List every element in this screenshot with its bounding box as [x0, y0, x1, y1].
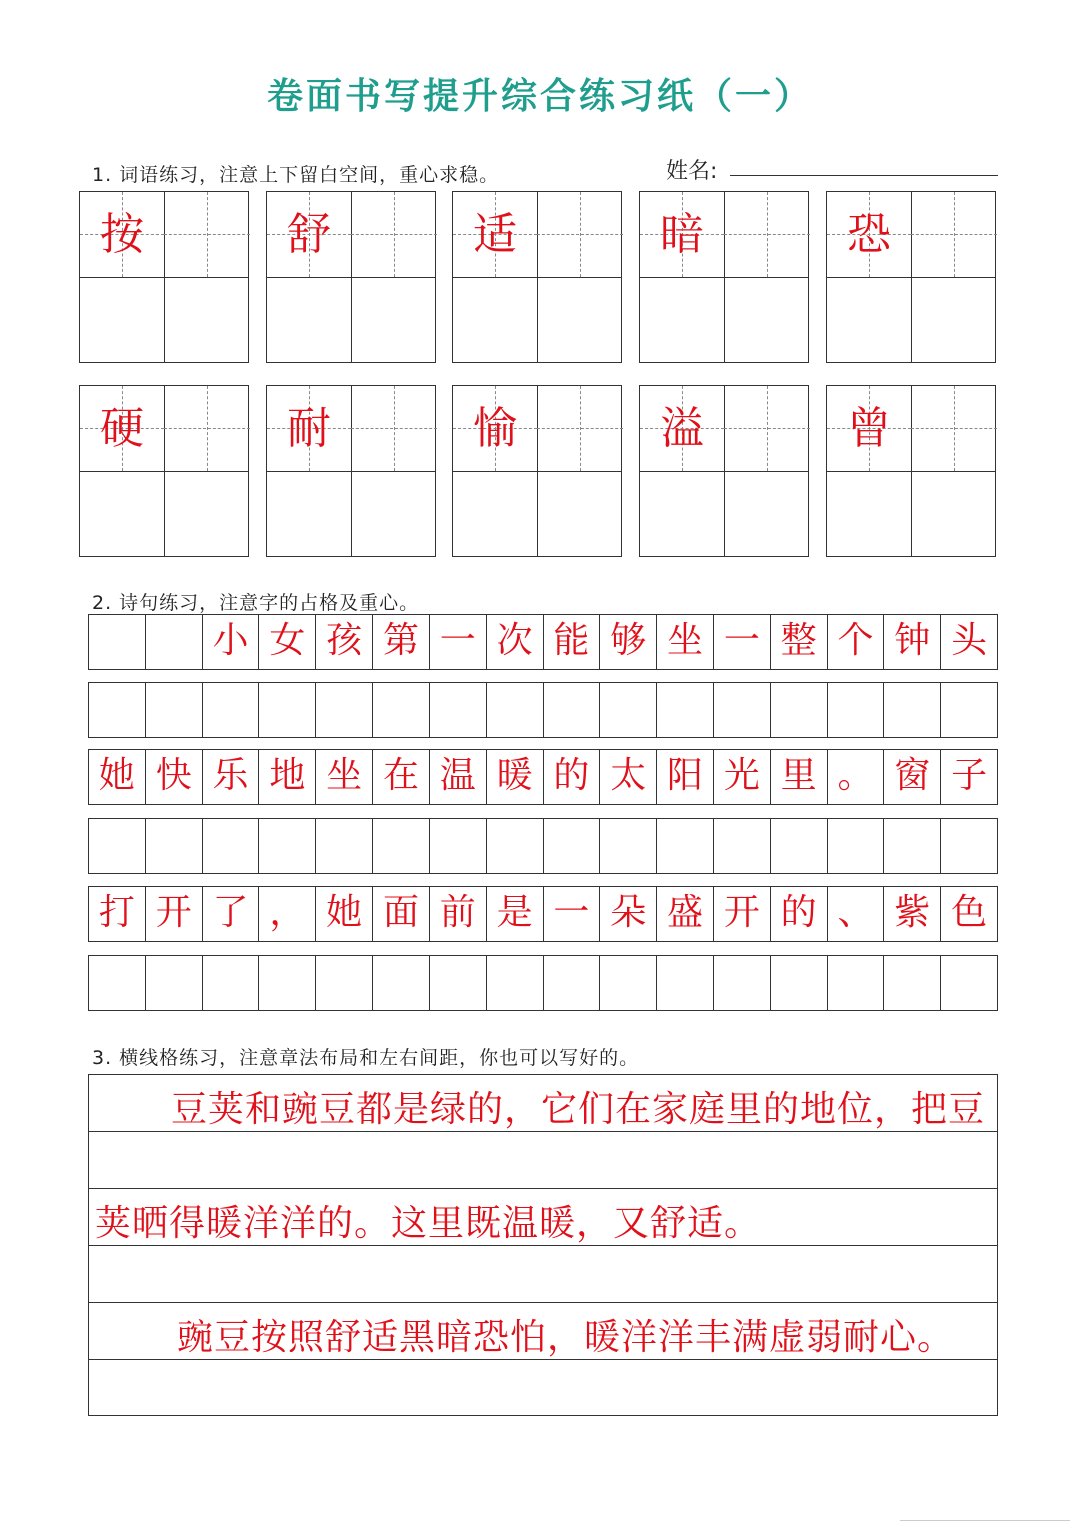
- practice-character: 耐: [287, 403, 331, 454]
- poem-grid-cell: [771, 683, 828, 737]
- poem-grid-cell: 光: [714, 750, 771, 804]
- poem-grid-cell: [259, 683, 316, 737]
- poem-grid-cell: [316, 683, 373, 737]
- poem-grid-cell: ，: [259, 887, 316, 941]
- poem-grid-cell: [316, 819, 373, 873]
- poem-grid-cell: [714, 819, 771, 873]
- section1-instruction: 1. 词语练习，注意上下留白空间，重心求稳。: [92, 164, 500, 186]
- poem-grid-cell: 乐: [203, 750, 260, 804]
- section2-instruction: 2. 诗句练习，注意字的占格及重心。: [92, 592, 420, 614]
- poem-grid-cell: [430, 819, 487, 873]
- poem-grid-cell: [203, 819, 260, 873]
- poem-grid-cell: [544, 683, 601, 737]
- poem-grid-cell: [487, 683, 544, 737]
- practice-character: 曾: [847, 403, 891, 454]
- poem-grid-cell: 地: [259, 750, 316, 804]
- poem-grid-cell: 坐: [316, 750, 373, 804]
- poem-grid-cell: 子: [951, 755, 988, 796]
- ruled-text-line: 豆荚和豌豆都是绿的，它们在家庭里的地位，把豆: [171, 1089, 986, 1130]
- poem-grid-cell: 面: [373, 887, 430, 941]
- tianzige-box: [639, 191, 809, 363]
- poem-grid-cell: [203, 683, 260, 737]
- tianzige-box: [266, 385, 436, 557]
- ruled-line: [89, 1188, 997, 1189]
- poem-grid-cell: [146, 956, 203, 1010]
- poem-grid-cell: 她: [89, 750, 146, 804]
- poem-grid-cell: 是: [487, 887, 544, 941]
- practice-character: 愉: [473, 403, 517, 454]
- poem-grid-cell: 一: [430, 615, 487, 669]
- poem-grid-row: [88, 614, 998, 670]
- poem-grid-cell: [146, 683, 203, 737]
- poem-grid-cell: [657, 956, 714, 1010]
- ruled-line: [89, 1302, 997, 1303]
- poem-grid-cell: 一: [544, 887, 601, 941]
- poem-grid-cell: 的: [771, 887, 828, 941]
- tianzige-box: [826, 385, 996, 557]
- poem-grid-cell: 打: [89, 887, 146, 941]
- poem-grid-row: [88, 955, 998, 1011]
- poem-grid-cell: [828, 819, 885, 873]
- poem-grid-cell: [487, 956, 544, 1010]
- poem-grid-cell: 小: [203, 615, 260, 669]
- poem-grid-cell: 的: [544, 750, 601, 804]
- poem-grid-cell: [657, 683, 714, 737]
- poem-grid-cell: 钟: [884, 615, 941, 669]
- tianzige-box: [79, 385, 249, 557]
- poem-grid-row: [88, 886, 998, 942]
- poem-grid-cell: [146, 615, 203, 669]
- ruled-text-line: 豌豆按照舒适黑暗恐怕，暖洋洋丰满虚弱耐心。: [177, 1317, 955, 1358]
- poem-grid-row: [88, 749, 998, 805]
- poem-grid-cell: [657, 819, 714, 873]
- poem-grid-cell: 够: [600, 615, 657, 669]
- poem-grid-cell: 她: [316, 887, 373, 941]
- poem-grid-cell: [771, 819, 828, 873]
- poem-grid-cell: [884, 956, 941, 1010]
- poem-grid-cell: 前: [430, 887, 487, 941]
- poem-grid-cell: [89, 615, 146, 669]
- poem-grid-cell: 孩: [316, 615, 373, 669]
- poem-grid-cell: 窗: [884, 750, 941, 804]
- practice-character: 舒: [287, 209, 331, 260]
- poem-grid-cell: 次: [487, 615, 544, 669]
- poem-grid-cell: 整: [771, 615, 828, 669]
- poem-grid-cell: 能: [544, 615, 601, 669]
- poem-grid-cell: 一: [714, 615, 771, 669]
- tianzige-box: [452, 385, 622, 557]
- practice-character: 按: [100, 209, 144, 260]
- poem-grid-cell: [600, 683, 657, 737]
- poem-grid-cell: [373, 956, 430, 1010]
- practice-character: 恐: [847, 209, 891, 260]
- practice-character: 溢: [660, 403, 704, 454]
- poem-grid-cell: 色: [951, 892, 988, 933]
- poem-grid-cell: 阳: [657, 750, 714, 804]
- poem-grid-cell: 温: [430, 750, 487, 804]
- tianzige-box: [826, 191, 996, 363]
- poem-grid-cell: 个: [828, 615, 885, 669]
- poem-grid-cell: 女: [259, 615, 316, 669]
- tianzige-box: [79, 191, 249, 363]
- poem-grid-cell: [89, 956, 146, 1010]
- poem-grid-cell: 快: [146, 750, 203, 804]
- poem-grid-cell: [430, 683, 487, 737]
- poem-grid-cell: 头: [951, 620, 988, 661]
- poem-grid-cell: 里: [771, 750, 828, 804]
- section3-instruction: 3. 横线格练习，注意章法布局和左右间距，你也可以写好的。: [92, 1047, 640, 1069]
- poem-grid-cell: [941, 819, 997, 873]
- poem-grid-cell: [828, 683, 885, 737]
- poem-grid-cell: [941, 956, 997, 1010]
- poem-grid-cell: 开: [714, 887, 771, 941]
- poem-grid-cell: [487, 819, 544, 873]
- poem-grid-cell: [373, 683, 430, 737]
- poem-grid-cell: [259, 956, 316, 1010]
- poem-grid-cell: 紫: [884, 887, 941, 941]
- poem-grid-cell: [941, 683, 997, 737]
- practice-character: 硬: [100, 403, 144, 454]
- poem-grid-cell: [884, 683, 941, 737]
- poem-grid-cell: 、: [828, 887, 885, 941]
- poem-grid-cell: [203, 956, 260, 1010]
- poem-grid-cell: 了: [203, 887, 260, 941]
- poem-grid-cell: [600, 956, 657, 1010]
- tianzige-box: [452, 191, 622, 363]
- poem-grid-cell: 。: [828, 750, 885, 804]
- poem-grid-cell: 在: [373, 750, 430, 804]
- poem-grid-row: [88, 682, 998, 738]
- poem-grid-cell: [89, 683, 146, 737]
- poem-grid-cell: 太: [600, 750, 657, 804]
- poem-grid-cell: [828, 956, 885, 1010]
- scan-edge-line: [900, 1520, 1070, 1521]
- practice-character: 适: [473, 209, 517, 260]
- poem-grid-cell: [146, 819, 203, 873]
- tianzige-box: [639, 385, 809, 557]
- poem-grid-cell: [316, 956, 373, 1010]
- ruled-line-practice: [88, 1074, 998, 1416]
- ruled-text-line: 荚晒得暖洋洋的。这里既温暖，又舒适。: [95, 1203, 762, 1244]
- poem-grid-cell: [259, 819, 316, 873]
- poem-grid-cell: 开: [146, 887, 203, 941]
- poem-grid-cell: [884, 819, 941, 873]
- poem-grid-cell: [600, 819, 657, 873]
- page-title: 卷面书写提升综合练习纸（一）: [266, 75, 813, 117]
- poem-grid-cell: [714, 683, 771, 737]
- poem-grid-cell: [89, 819, 146, 873]
- poem-grid-cell: [714, 956, 771, 1010]
- poem-grid-cell: 朵: [600, 887, 657, 941]
- poem-grid-cell: 坐: [657, 615, 714, 669]
- poem-grid-cell: 盛: [657, 887, 714, 941]
- poem-grid-cell: [544, 819, 601, 873]
- name-label: 姓名:: [666, 159, 718, 184]
- poem-grid-cell: [430, 956, 487, 1010]
- poem-grid-cell: [771, 956, 828, 1010]
- poem-grid-row: [88, 818, 998, 874]
- practice-character: 暗: [660, 209, 704, 260]
- tianzige-box: [266, 191, 436, 363]
- poem-grid-cell: [544, 956, 601, 1010]
- poem-grid-cell: 第: [373, 615, 430, 669]
- poem-grid-cell: 暖: [487, 750, 544, 804]
- name-input-line[interactable]: [730, 175, 998, 176]
- poem-grid-cell: [373, 819, 430, 873]
